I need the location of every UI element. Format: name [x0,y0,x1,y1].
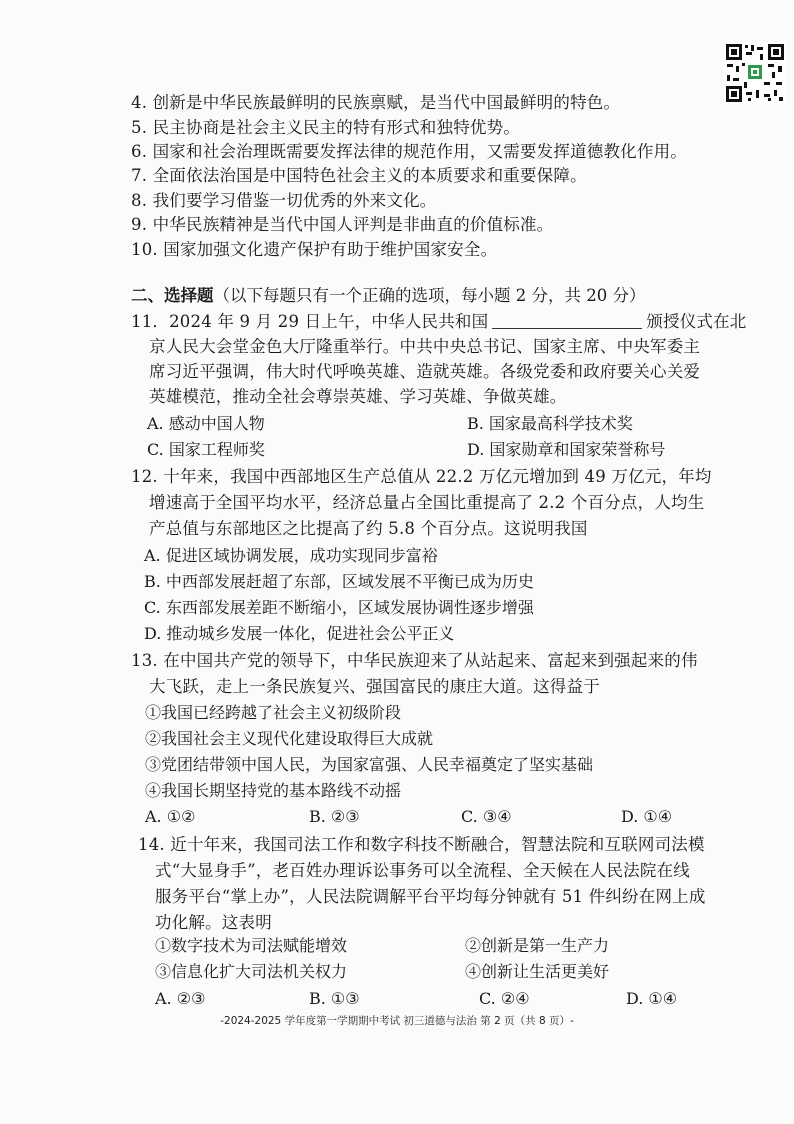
q11-stem-line-1 [131,311,747,333]
q13-statement-2: ②我国社会主义现代化建设取得巨大成就 [145,729,434,748]
answer-blank [492,312,642,329]
q13-statement-4: ④我国长期坚持党的基本路线不动摇 [145,781,402,800]
q12-option-c: C. 东西部发展差距不断缩小，区域发展协调性逐步增强 [144,598,534,617]
q11-option-d: D. 国家勋章和国家荣誉称号 [467,440,666,459]
q13-option-d: D. ①④ [621,807,673,826]
q14-option-c: C. ②④ [479,989,530,1008]
page-footer: -2024-2025 学年度第一学期期中考试 初三道德与法治 第 2 页（共 8 页）- [220,1015,574,1027]
statement-5: 5. 民主协商是社会主义民主的特有形式和独特优势。 [131,118,520,137]
statement-8: 8. 我们要学习借鉴一切优秀的外来文化。 [131,191,437,210]
q14-option-a: A. ②③ [155,989,206,1008]
statement-4: 4. 创新是中华民族最鲜明的民族禀赋，是当代中国最鲜明的特色。 [131,93,621,112]
q13-option-a: A. ①② [145,807,196,826]
q13-statement-1: ①我国已经跨越了社会主义初级阶段 [145,703,402,722]
q11-option-b: B. 国家最高科学技术奖 [467,414,633,433]
section-title: 二、选择题 [131,286,214,305]
q11-stem-part-a: 11．2024 年 9 月 29 日上午，中华人民共和国 [131,312,489,331]
q11-stem-line-4: 英雄模范，推动全社会尊崇英雄、学习英雄、争做英雄。 [149,387,567,406]
statement-10: 10. 国家加强文化遗产保护有助于维护国家安全。 [131,240,498,259]
q14-statement-2: ②创新是第一生产力 [465,936,610,955]
q11-option-c: C. 国家工程师奖 [147,440,265,459]
q14-option-b: B. ①③ [309,989,360,1008]
section-note: （以下每题只有一个正确的选项，每小题 2 分，共 20 分） [213,286,646,305]
q12-option-d: D. 推动城乡发展一体化，促进社会公平正义 [144,624,455,643]
q14-statement-1: ①数字技术为司法赋能增效 [155,936,348,955]
q14-statement-3: ③信息化扩大司法机关权力 [155,962,348,981]
q14-statement-4: ④创新让生活更美好 [465,962,610,981]
q12-option-a: A. 促进区域协调发展，成功实现同步富裕 [144,546,438,565]
q12-option-b: B. 中西部发展赶超了东部，区域发展不平衡已成为历史 [144,572,534,591]
q14-option-d: D. ①④ [626,989,678,1008]
qr-code-icon [724,42,786,104]
q12-stem-line-1: 12. 十年来，我国中西部地区生产总值从 22.2 万亿元增加到 49 万亿元，年均 [131,467,712,486]
q13-stem-line-1: 13. 在中国共产党的领导下，中华民族迎来了从站起来、富起来到强起来的伟 [131,651,698,670]
q13-stem-line-2: 大飞跃，走上一条民族复兴、强国富民的康庄大道。这得益于 [149,677,600,696]
q14-stem-line-1: 14. 近十年来，我国司法工作和数字科技不断融合，智慧法院和互联网司法模 [138,835,705,854]
q14-stem-line-4: 功化解。这表明 [155,913,272,932]
q13-statement-3: ③党团结带领中国人民，为国家富强、人民幸福奠定了坚实基础 [145,755,594,774]
q11-option-a: A. 感动中国人物 [147,414,265,433]
q14-stem-line-2: 式“大显身手”，老百姓办理诉讼事务可以全流程、全天候在人民法院在线 [155,861,690,880]
q13-option-b: B. ②③ [309,807,360,826]
statement-7: 7. 全面依法治国是中国特色社会主义的本质要求和重要保障。 [131,166,587,185]
section-heading [131,285,645,307]
statement-9: 9. 中华民族精神是当代中国人评判是非曲直的价值标准。 [131,215,554,234]
q11-stem-line-2: 京人民大会堂金色大厅隆重举行。中共中央总书记、国家主席、中央军委主 [149,337,701,356]
q11-stem-part-b: 颁授仪式在北 [646,312,747,331]
q11-stem-line-3: 席习近平强调，伟大时代呼唤英雄、造就英雄。各级党委和政府要关心关爱 [149,362,701,381]
q12-stem-line-2: 增速高于全国平均水平，经济总量占全国比重提高了 2.2 个百分点，人均生 [149,493,705,512]
q13-option-c: C. ③④ [461,807,512,826]
statement-6: 6. 国家和社会治理既需要发挥法律的规范作用，又需要发挥道德教化作用。 [131,142,687,161]
q14-stem-line-3: 服务平台“掌上办”，人民法院调解平台平均每分钟就有 51 件纠纷在网上成 [155,887,706,906]
q12-stem-line-3: 产总值与东部地区之比提高了约 5.8 个百分点。这说明我国 [149,519,588,538]
